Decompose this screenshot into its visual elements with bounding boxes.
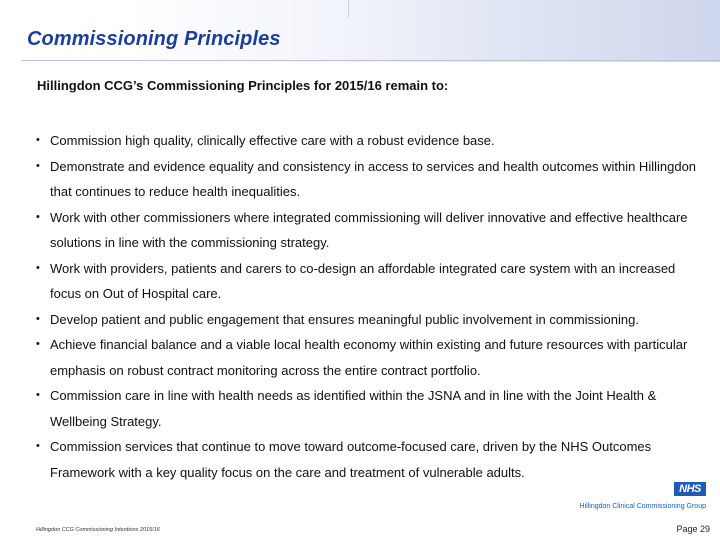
bullet-icon: •: [36, 312, 40, 325]
list-item: [36, 205, 706, 256]
list-item-text: Work with providers, patients and carers to co-design an affordable integrated care system with an increased focus on Out of Hospital care.: [50, 260, 676, 301]
list-item-text: Commission care in line with health needs as identified within the JSNA and in line with the Joint Health & Wellbeing Strategy.: [50, 388, 657, 429]
footer-document-title: Hillingdon CCG Commissioning Intentions 2015/16: [36, 527, 160, 533]
page-title: Commissioning Principles: [27, 28, 281, 50]
list-item: [36, 383, 706, 434]
nhs-logo: NHS: [674, 482, 706, 496]
list-item: [36, 128, 706, 154]
title-underline: [22, 60, 720, 61]
list-item-text: Demonstrate and evidence equality and consistency in access to services and health outcomes within Hillingdon that continues to reduce health inequalities.: [50, 158, 697, 199]
principles-list: [36, 128, 706, 485]
list-item: [36, 154, 706, 205]
organisation-name: Hillingdon Clinical Commissioning Group: [579, 503, 706, 510]
page-number: Page 29: [676, 524, 710, 534]
intro-text: Hillingdon CCG’s Commissioning Principles for 2015/16 remain to:: [37, 78, 449, 93]
header-divider: [348, 0, 349, 18]
list-item: [36, 256, 706, 307]
list-item: [36, 434, 706, 485]
list-item-text: Develop patient and public engagement that ensures meaningful public involvement in commissioning.: [50, 311, 639, 327]
list-item-text: Commission high quality, clinically effective care with a robust evidence base.: [50, 133, 495, 148]
bullet-icon: •: [36, 338, 40, 350]
list-item-text: Achieve financial balance and a viable local health economy within existing and future resources with particular emphasis on robust contract monitoring across the entire contract portfolio.: [50, 337, 688, 378]
bullet-icon: •: [36, 389, 40, 401]
bullet-icon: •: [36, 210, 40, 223]
list-item-text: Work with other commissioners where integrated commissioning will deliver innovative and effective healthcare solutions in line with the commissioning strategy.: [50, 209, 688, 250]
list-item: [36, 332, 706, 383]
bullet-icon: •: [36, 261, 40, 274]
bullet-icon: •: [36, 134, 40, 146]
list-item: [36, 307, 706, 333]
list-item-text: Commission services that continue to move toward outcome-focused care, driven by the NHS Outcomes Framework with a key quality focus on the care and treatment of vulnerable adults.: [50, 439, 652, 480]
bullet-icon: •: [36, 440, 40, 452]
bullet-icon: •: [36, 159, 40, 172]
